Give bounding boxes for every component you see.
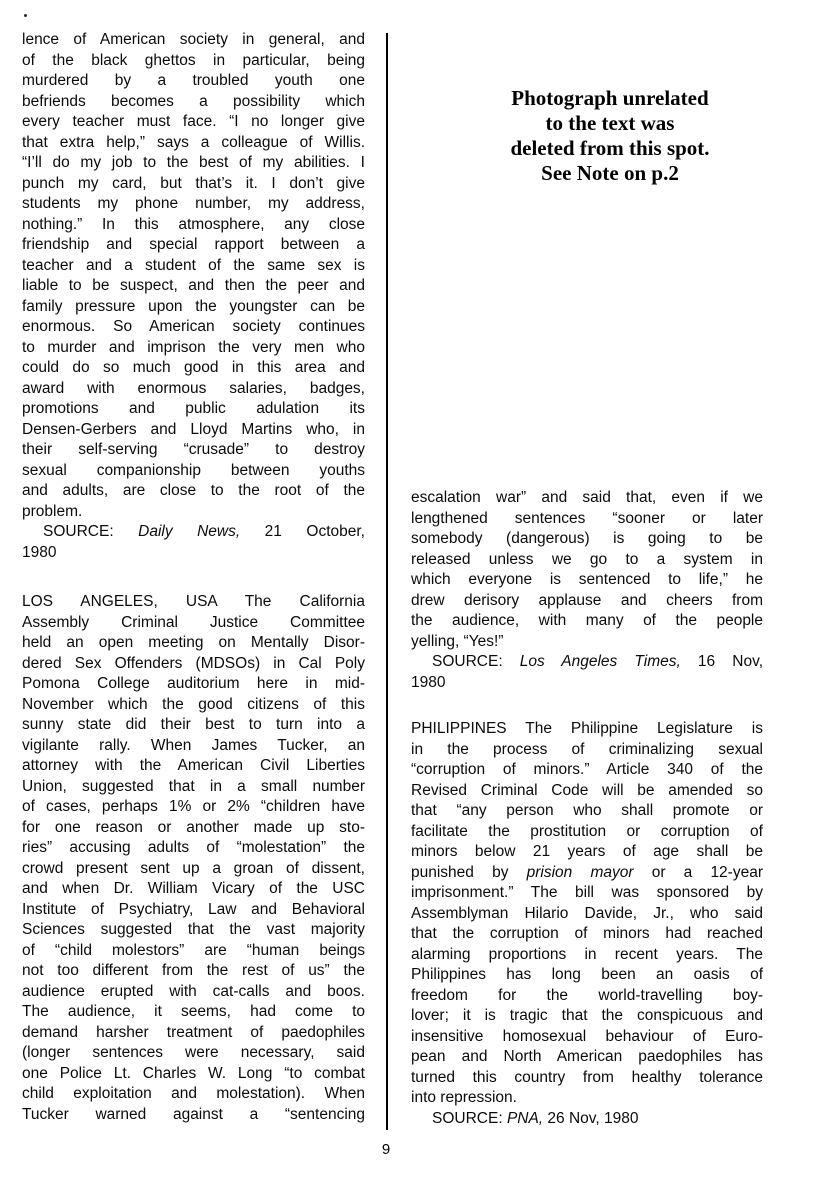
left-text-column xyxy=(22,30,365,1125)
text-line: facilitate the prostitution or corruption of xyxy=(411,822,763,840)
text-line: befriends becomes a possibility which xyxy=(22,92,365,110)
text-line: could do so much good in this area and xyxy=(22,359,365,376)
text-line: SOURCE: Daily News, 21 October, xyxy=(43,523,365,540)
text-line: problem. xyxy=(22,502,83,520)
source-citation xyxy=(411,652,763,693)
text-line: insensitive homosexual behaviour of Euro- xyxy=(411,1027,763,1045)
text-line: Densen-Gerbers and Lloyd Martins who, in xyxy=(22,420,365,438)
notice-line: to the text was xyxy=(545,111,675,135)
text-line: Tucker warned against a “sentencing xyxy=(22,1105,365,1123)
text-line: friendship and special rapport between a xyxy=(22,236,365,253)
text-line: “corruption of minors.” Article 340 of the xyxy=(411,761,763,778)
text-line: punch my card, but that’s it. I don’t give xyxy=(22,174,365,192)
text-line: Institute of Psychiatry, Law and Behavioral xyxy=(22,900,365,918)
text-line: (longer sentences were necessary, said xyxy=(22,1044,365,1061)
text-line: teacher and a student of the same sex is xyxy=(22,256,365,274)
text-line: Union, suggested that in a small number xyxy=(22,777,365,795)
notice-line: deleted from this spot. xyxy=(510,136,710,160)
text-line: lence of American society in general, and xyxy=(22,31,365,48)
text-line: sexual companionship between youths xyxy=(22,461,365,479)
scan-artifact-dot xyxy=(24,14,27,17)
text-line: sunny state did their best to turn into a xyxy=(22,716,365,733)
text-line: Assemblyman Hilario Davide, Jr., who said xyxy=(411,904,763,922)
column-divider-rule xyxy=(386,33,388,1130)
text-line: alarming proportions in recent years. The xyxy=(411,945,763,963)
text-line: “I’ll do my job to the best of my abilities. I xyxy=(22,154,365,171)
text-line: of cases, perhaps 1% or 2% “children have xyxy=(22,798,365,815)
source-citation xyxy=(411,1109,763,1130)
text-line: SOURCE: PNA, 26 Nov, 1980 xyxy=(432,1109,639,1127)
text-line: for one reason or another made up sto- xyxy=(22,818,365,836)
text-line: PHILIPPINES The Philippine Legislature is xyxy=(411,720,763,737)
text-line: promotions and public adulation its xyxy=(22,400,365,417)
text-line: somebody (dangerous) is going to be xyxy=(411,530,763,547)
text-line: and adults, are close to the root of the xyxy=(22,482,365,499)
text-line: crowd present sent up a groan of dissent, xyxy=(22,859,365,877)
text-line: the audience, with many of the people xyxy=(411,612,763,629)
text-line: vigilante rally. When James Tucker, an xyxy=(22,736,365,754)
text-line: 1980 xyxy=(22,543,57,561)
text-line: into repression. xyxy=(411,1089,517,1106)
text-line: Revised Criminal Code will be amended so xyxy=(411,781,763,799)
body-paragraph xyxy=(22,592,365,1125)
text-line: Philippines has long been an oasis of xyxy=(411,966,763,983)
right-text-column xyxy=(411,488,763,1129)
text-line: minors below 21 years of age shall be xyxy=(411,843,763,860)
text-line: that extra help,” says a colleague of Willis. xyxy=(22,133,365,151)
text-line: 1980 xyxy=(411,673,446,691)
text-line: family pressure upon the youngster can be xyxy=(22,297,365,315)
text-line: Assembly Criminal Justice Committee xyxy=(22,613,365,631)
text-line: that “any person who shall promote or xyxy=(411,802,763,819)
text-line: students my phone number, my address, xyxy=(22,195,365,212)
text-line: pean and North American paedophiles has xyxy=(411,1048,763,1065)
text-line: November which the good citizens of this xyxy=(22,695,365,713)
text-line: enormous. So American society continues xyxy=(22,318,365,335)
body-paragraph xyxy=(411,719,763,1109)
text-line: held an open meeting on Mentally Disor- xyxy=(22,634,365,651)
text-line: yelling, “Yes!” xyxy=(411,632,504,650)
text-line: ries” accusing adults of “molestation” the xyxy=(22,839,365,856)
text-line: and when Dr. William Vicary of the USC xyxy=(22,880,365,897)
source-citation xyxy=(22,522,365,563)
text-line: dered Sex Offenders (MDSOs) in Cal Poly xyxy=(22,654,365,672)
notice-line: See Note on p.2 xyxy=(541,161,679,185)
text-line: freedom for the world-travelling boy- xyxy=(411,986,763,1004)
text-line: audience erupted with cat-calls and boos. xyxy=(22,982,365,1000)
text-line: child exploitation and molestation). When xyxy=(22,1085,365,1102)
text-line: to murder and imprison the very men who xyxy=(22,338,365,356)
text-line: punished by prision mayor or a 12-year xyxy=(411,863,763,881)
text-line: imprisonment.” The bill was sponsored by xyxy=(411,884,763,901)
text-line: released unless we go to a system in xyxy=(411,550,763,568)
body-paragraph xyxy=(411,488,763,652)
text-line: of the black ghettos in particular, being xyxy=(22,51,365,69)
text-line: Pomona College auditorium here in mid- xyxy=(22,675,365,692)
deleted-photo-notice xyxy=(433,86,787,186)
text-line: demand harsher treatment of paedophiles xyxy=(22,1023,365,1041)
text-line: of “child molestors” are “human beings xyxy=(22,941,365,959)
text-line: turned this country from healthy tolerance xyxy=(411,1068,763,1086)
body-paragraph xyxy=(22,30,365,522)
text-line: which everyone is sentenced to life,” he xyxy=(411,571,763,588)
text-line: escalation war” and said that, even if we xyxy=(411,489,763,506)
text-line: Sciences suggested that the vast majority xyxy=(22,921,365,938)
text-line: not too different from the rest of us” the xyxy=(22,962,365,979)
text-line: nothing.” In this atmosphere, any close xyxy=(22,215,365,233)
text-line: their self-serving “crusade” to destroy xyxy=(22,441,365,458)
text-line: SOURCE: Los Angeles Times, 16 Nov, xyxy=(432,653,764,670)
text-line: liable to be suspect, and then the peer and xyxy=(22,277,365,294)
text-line: attorney with the American Civil Liberties xyxy=(22,757,365,774)
text-line: one Police Lt. Charles W. Long “to combat xyxy=(22,1064,365,1082)
text-line: murdered by a troubled youth one xyxy=(22,72,365,89)
text-line: LOS ANGELES, USA The California xyxy=(22,593,365,610)
text-line: award with enormous salaries, badges, xyxy=(22,379,365,397)
text-line: The audience, it seems, had come to xyxy=(22,1003,365,1020)
text-line: every teacher must face. “I no longer give xyxy=(22,113,365,130)
text-line: drew derisory applause and cheers from xyxy=(411,591,763,609)
notice-line: Photograph unrelated xyxy=(511,86,709,110)
text-line: that the corruption of minors had reached xyxy=(411,925,763,942)
text-line: lengthened sentences “sooner or later xyxy=(411,509,763,527)
text-line: in the process of criminalizing sexual xyxy=(411,740,763,758)
page-number: 9 xyxy=(381,1141,391,1158)
text-line: lover; it is tragic that the conspicuous and xyxy=(411,1007,763,1024)
